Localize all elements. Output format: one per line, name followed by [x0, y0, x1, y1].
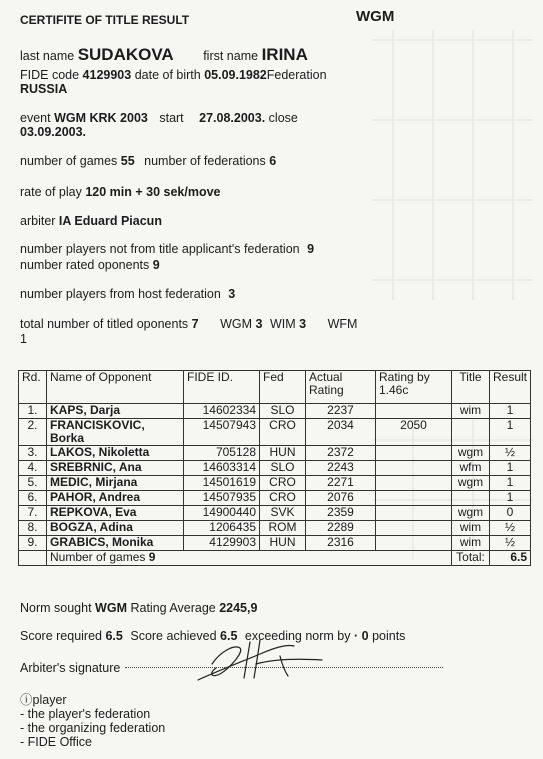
row-fide-id: 14602334: [184, 404, 260, 419]
row-fide-id: 4129903: [184, 536, 260, 551]
row-title: wgm: [452, 476, 490, 491]
footer-blank: [19, 551, 47, 566]
row-result: 1: [490, 491, 531, 506]
table-row: [19, 461, 531, 476]
row-rating-by: [376, 506, 452, 521]
row-result: ½: [490, 536, 531, 551]
exceeding-value: · 0: [354, 629, 369, 643]
norm-sought-value: WGM: [95, 601, 127, 615]
row-federation: HUN: [260, 536, 306, 551]
signature-scribble: [190, 634, 330, 686]
name-line: [20, 45, 308, 64]
not-from-federation-label: number players not from title applicant's federation: [20, 242, 300, 256]
row-opponent-name: BOGZA, Adina: [47, 521, 184, 536]
row-rating-by: [376, 461, 452, 476]
row-federation: SVK: [260, 506, 306, 521]
federation-label: Federation: [266, 68, 327, 82]
row-rd: 9.: [19, 536, 47, 551]
federations-value: 6: [269, 154, 277, 168]
table-row: [19, 506, 531, 521]
arbiter-line: [20, 214, 162, 228]
row-rd: 1.: [19, 404, 47, 419]
close-value: 03.09.2003.: [20, 125, 87, 139]
row-actual-rating: 2372: [306, 446, 376, 461]
table-row: [19, 491, 531, 506]
fide-code-line: [20, 68, 327, 82]
table-row: [19, 404, 531, 419]
titled-label: total number of titled oponents: [20, 317, 189, 331]
wgm-value: 3: [255, 317, 263, 331]
footer-games: [47, 551, 452, 566]
table-header: [19, 371, 531, 404]
row-opponent-name: REPKOVA, Eva: [47, 506, 184, 521]
row-fide-id: 14507935: [184, 491, 260, 506]
row-federation: CRO: [260, 476, 306, 491]
score-required-label: Score required: [20, 629, 102, 643]
row-result: 1: [490, 404, 531, 419]
event-name: WGM KRK 2003: [54, 111, 148, 125]
not-from-federation-line: [20, 242, 314, 256]
row-federation: SLO: [260, 404, 306, 419]
row-result: ½: [490, 446, 531, 461]
row-actual-rating: 2316: [306, 536, 376, 551]
titled-line: [20, 317, 357, 331]
row-rating-by: [376, 491, 452, 506]
row-federation: HUN: [260, 446, 306, 461]
fide-code-value: 4129903: [82, 68, 132, 82]
distribution-item-3: - FIDE Office: [20, 735, 93, 749]
wim-value: 3: [299, 317, 307, 331]
table-footer: [19, 551, 531, 566]
last-name-label: last name: [20, 49, 75, 63]
table-row: [19, 521, 531, 536]
first-name-label: first name: [203, 49, 259, 63]
dob-label: date of birth: [134, 68, 201, 82]
rated-label: number rated oponents: [20, 258, 150, 272]
footer-games-value: 9: [148, 550, 156, 564]
score-required-value: 6.5: [105, 629, 123, 643]
row-rd: 6.: [19, 491, 47, 506]
score-achieved-value: 6.5: [220, 629, 238, 643]
event-line: [20, 111, 298, 125]
games-line: [20, 154, 276, 168]
row-rating-by: [376, 521, 452, 536]
arbiter-label: arbiter: [20, 214, 56, 228]
rating-average-label: Rating Average: [130, 601, 216, 615]
row-actual-rating: 2076: [306, 491, 376, 506]
row-fide-id: 14900440: [184, 506, 260, 521]
row-fide-id: 14603314: [184, 461, 260, 476]
signature-label: Arbiter's signature: [20, 661, 121, 675]
rate-value: 120 min + 30 sek/move: [85, 185, 221, 199]
host-line: [20, 287, 235, 301]
header-actual-rating: Actual Rating: [306, 371, 376, 404]
row-title: wfm: [452, 461, 490, 476]
row-fide-id: 1206435: [184, 521, 260, 536]
exceeding-label: exceeding norm by: [244, 629, 351, 643]
row-actual-rating: 2359: [306, 506, 376, 521]
row-opponent-name: GRABICS, Monika: [47, 536, 184, 551]
distribution-item-0: player: [32, 693, 67, 707]
opponents-table: [18, 370, 531, 566]
title-code: WGM: [356, 8, 395, 25]
row-rd: 5.: [19, 476, 47, 491]
row-title: wim: [452, 521, 490, 536]
row-fide-id: 14501619: [184, 476, 260, 491]
dob-value: 05.09.1982: [204, 68, 267, 82]
header-result: Result: [490, 371, 531, 404]
header-name: Name of Opponent: [47, 371, 184, 404]
arbiter-value: IA Eduard Piacun: [58, 214, 162, 228]
rated-value: 9: [152, 258, 160, 272]
header-fed: Fed: [260, 371, 306, 404]
host-label: number players from host federation: [20, 287, 221, 301]
event-label: event: [20, 111, 51, 125]
row-rd: 2.: [19, 419, 47, 446]
row-rating-by: [376, 536, 452, 551]
row-rating-by: 2050: [376, 419, 452, 446]
header-title: Title: [452, 371, 490, 404]
table-row: [19, 419, 531, 446]
row-federation: CRO: [260, 419, 306, 446]
footer-total-value: 6.5: [490, 551, 531, 566]
row-actual-rating: 2034: [306, 419, 376, 446]
row-rating-by: [376, 404, 452, 419]
not-from-federation-value: 9: [307, 242, 315, 256]
rate-label: rate of play: [20, 185, 82, 199]
row-title: [452, 419, 490, 446]
wgm-label: WGM: [220, 317, 253, 331]
row-opponent-name: FRANCISKOVIC, Borka: [47, 419, 184, 446]
row-result: 1: [490, 461, 531, 476]
wfm-value: 1: [20, 332, 27, 346]
fide-code-label: FIDE code: [20, 68, 80, 82]
rate-line: [20, 185, 220, 199]
row-title: wgm: [452, 446, 490, 461]
first-name-value: IRINA: [261, 45, 308, 64]
last-name-value: SUDAKOVA: [77, 45, 174, 64]
header-fide-id: FIDE ID.: [184, 371, 260, 404]
norm-line: [20, 601, 257, 615]
row-opponent-name: LAKOS, Nikoletta: [47, 446, 184, 461]
distribution-item-2: - the organizing federation: [20, 721, 166, 735]
row-federation: ROM: [260, 521, 306, 536]
row-actual-rating: 2289: [306, 521, 376, 536]
document-title: CERTIFITE OF TITLE RESULT: [20, 13, 190, 27]
footer-games-label: Number of games: [50, 550, 146, 564]
row-fide-id: 14507943: [184, 419, 260, 446]
row-federation: SLO: [260, 461, 306, 476]
header-rd: Rd.: [19, 371, 47, 404]
exceeding-unit: points: [372, 629, 406, 643]
distribution-player: [20, 693, 67, 707]
federations-label: number of federations: [144, 154, 266, 168]
row-actual-rating: 2243: [306, 461, 376, 476]
row-title: wgm: [452, 506, 490, 521]
table-body: [19, 404, 531, 551]
table-row: [19, 536, 531, 551]
rated-line: [20, 258, 160, 272]
titled-value: 7: [191, 317, 199, 331]
table-row: [19, 476, 531, 491]
row-rd: 7.: [19, 506, 47, 521]
row-actual-rating: 2237: [306, 404, 376, 419]
row-rd: 4.: [19, 461, 47, 476]
row-opponent-name: KAPS, Darja: [47, 404, 184, 419]
row-fide-id: 705128: [184, 446, 260, 461]
row-result: ½: [490, 521, 531, 536]
header-rating-by: Rating by 1.46c: [376, 371, 452, 404]
row-federation: CRO: [260, 491, 306, 506]
row-opponent-name: PAHOR, Andrea: [47, 491, 184, 506]
wfm-label: WFM: [327, 317, 358, 331]
games-label: number of games: [20, 154, 118, 168]
row-result: 0: [490, 506, 531, 521]
row-opponent-name: SREBRNIC, Ana: [47, 461, 184, 476]
start-value: 27.08.2003.: [199, 111, 266, 125]
row-result: 1: [490, 476, 531, 491]
row-rd: 3.: [19, 446, 47, 461]
host-value: 3: [228, 287, 236, 301]
close-label: close: [268, 111, 298, 125]
row-opponent-name: MEDIC, Mirjana: [47, 476, 184, 491]
rating-average-value: 2245,9: [219, 601, 258, 615]
row-title: [452, 491, 490, 506]
row-actual-rating: 2271: [306, 476, 376, 491]
table-row: [19, 446, 531, 461]
score-achieved-label: Score achieved: [130, 629, 217, 643]
row-result: 1: [490, 419, 531, 446]
norm-sought-label: Norm sought: [20, 601, 92, 615]
check-mark-icon: ⓘ: [20, 693, 33, 707]
footer-total-label: Total:: [452, 551, 490, 566]
row-rating-by: [376, 446, 452, 461]
distribution-item-1: - the player's federation: [20, 707, 151, 721]
row-rating-by: [376, 476, 452, 491]
start-label: start: [159, 111, 184, 125]
row-rd: 8.: [19, 521, 47, 536]
row-title: wim: [452, 404, 490, 419]
games-value: 55: [120, 154, 135, 168]
wim-label: WIM: [269, 317, 296, 331]
federation-value: RUSSIA: [20, 82, 68, 96]
row-title: wim: [452, 536, 490, 551]
